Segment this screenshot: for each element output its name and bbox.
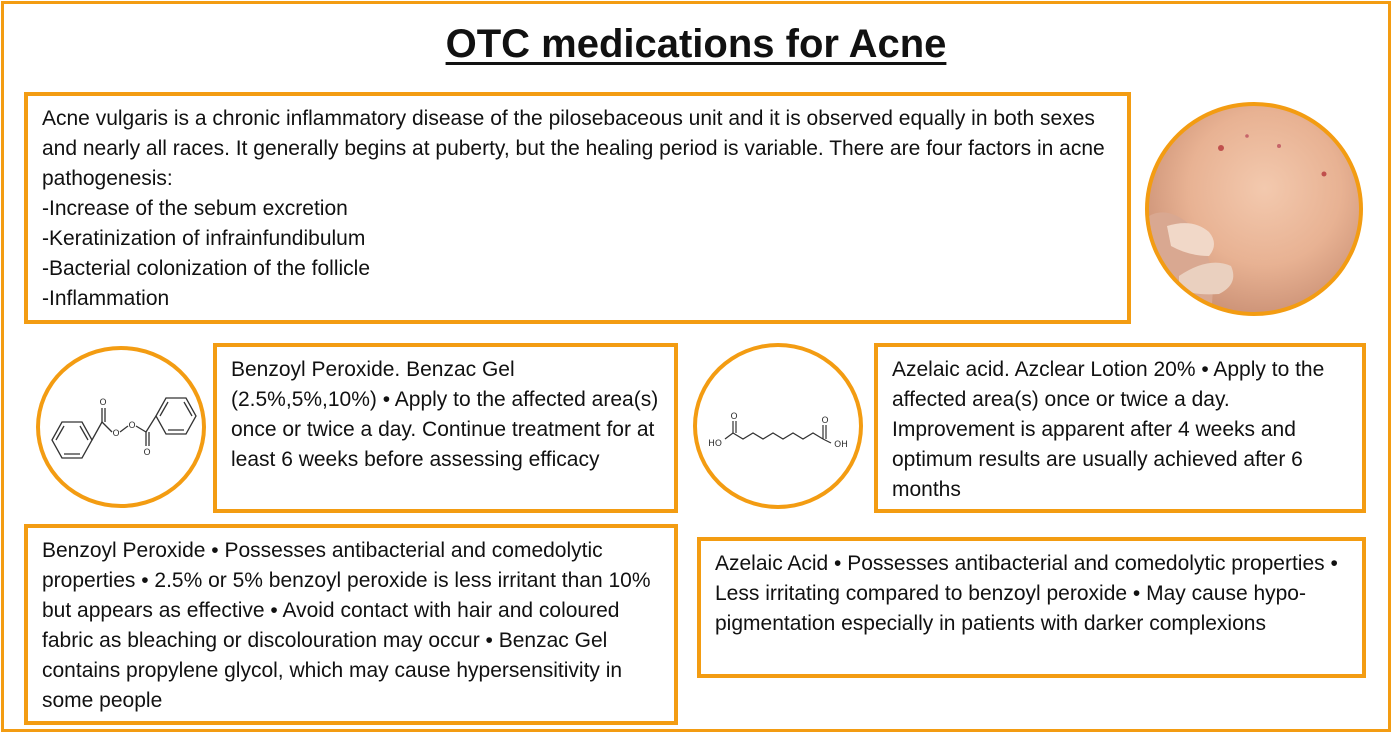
factor-item: -Increase of the sebum excretion [42,197,348,220]
factor-item: -Keratinization of infrainfundibulum [42,227,366,250]
atom-label: O [730,412,738,422]
atom-label: OH [834,440,848,450]
atom-label: O [99,398,107,408]
atom-label: HO [708,439,722,449]
atom-label: O [143,448,151,458]
benzoyl-peroxide-structure [36,346,206,508]
intro-box [24,92,1131,324]
intro-text: Acne vulgaris is a chronic inflammatory disease of the pilosebaceous unit and it is observed equally in both sexes and nearly all races. It generally begins at puberty, but the healing period is variable. There are four factors in acne pathogenesis: [42,107,1105,190]
acne-skin-photo [1145,102,1363,316]
azelaic-acid-molecule [697,347,859,505]
azelaic-acid-properties-text: Azelaic Acid • Possesses antibacterial and comedolytic properties • Less irritating compared to benzoyl peroxide • May cause hypo-pigmentation especially in patients with darker complexions [715,552,1338,635]
benzoyl-peroxide-box [213,343,678,513]
factor-item: -Inflammation [42,287,170,310]
atom-label: O [821,416,829,426]
atom-label: O [128,421,136,431]
atom-label: O [112,429,120,439]
azelaic-acid-box [874,343,1366,513]
factor-item: -Bacterial colonization of the follicle [42,257,371,280]
benzoyl-peroxide-properties-text: Benzoyl Peroxide • Possesses antibacterial and comedolytic properties • 2.5% or 5% benzoyl peroxide is less irritant than 10% but appears as effective • Avoid contact with hair and coloured fabric as bleaching or discolouration may occur • Benzac Gel contains propylene glycol, which may cause hypersensitivity in some people [42,539,651,712]
azelaic-acid-structure [693,343,863,509]
benzoyl-peroxide-text: Benzoyl Peroxide. Benzac Gel (2.5%,5%,10%) • Apply to the affected area(s) once or twice a day. Continue treatment for at least 6 weeks before assessing efficacy [231,358,659,471]
benzoyl-peroxide-molecule [40,350,202,504]
skin-illustration [1149,106,1359,312]
page-title: OTC medications for Acne [445,22,947,66]
azelaic-acid-text: Azelaic acid. Azclear Lotion 20% • Apply to the affected area(s) once or twice a day. Improvement is apparent after 4 weeks and optimum results are usually achieved after 6 months [892,358,1325,501]
benzoyl-peroxide-properties-box [24,524,678,725]
azelaic-acid-properties-box [697,537,1366,678]
